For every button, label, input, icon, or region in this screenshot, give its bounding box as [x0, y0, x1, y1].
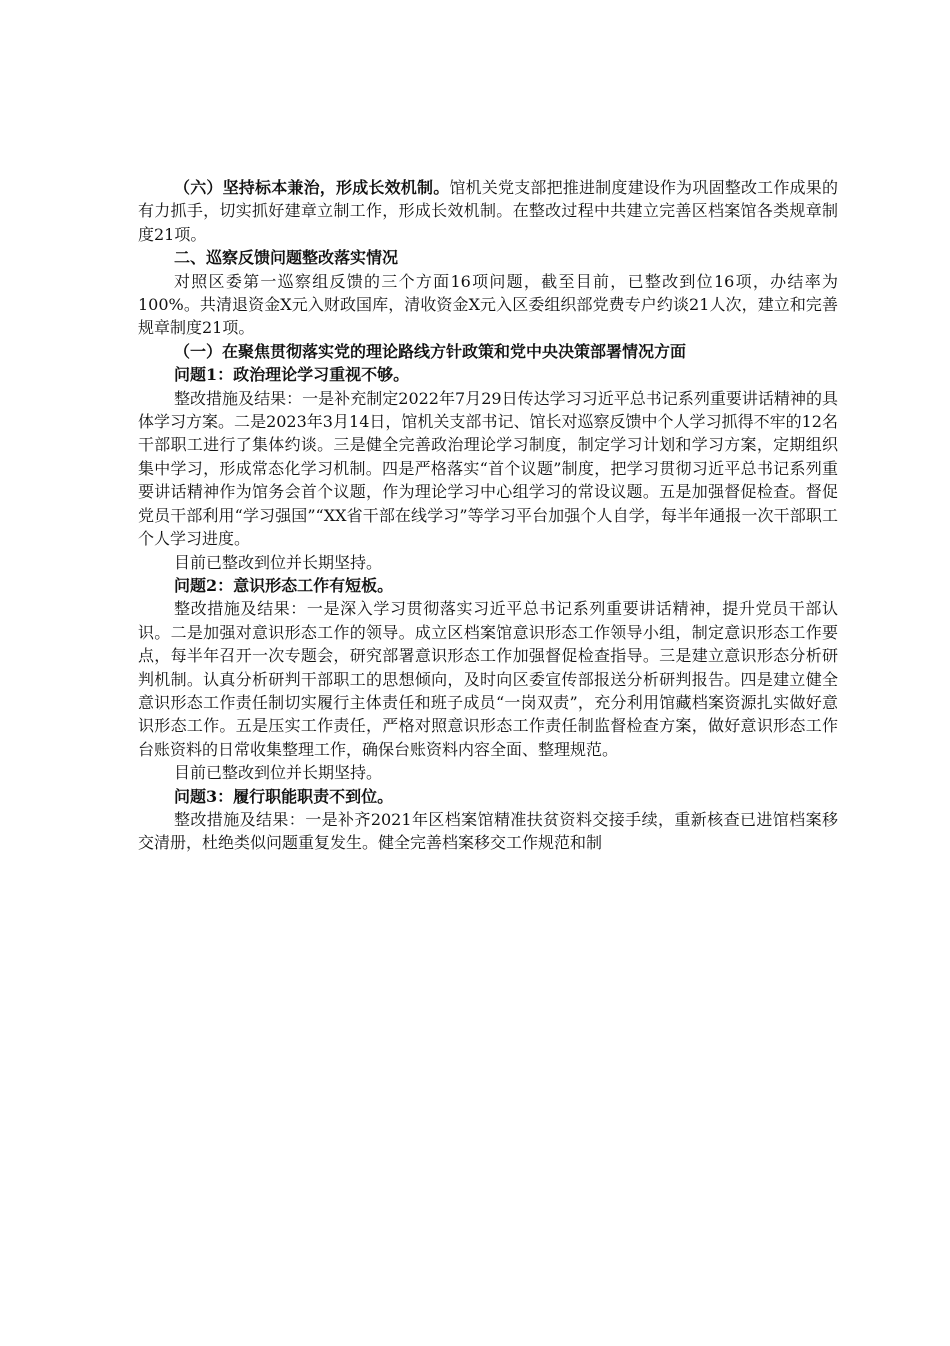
issue-3-measures: 整改措施及结果：一是补齐2021年区档案馆精准扶贫资料交接手续，重新核查已进馆档案移交清册，杜绝类似问题重复发生。健全完善档案移交工作规范和制 — [138, 809, 838, 853]
issue-2-title: 问题2：意识形态工作有短板。 — [174, 575, 394, 595]
issue-2-measures: 整改措施及结果：一是深入学习贯彻落实习近平总书记系列重要讲话精神，提升党员干部认识。二是加强对意识形态工作的领导。成立区档案馆意识形态工作领导小组，制定意识形态工作要点，每半年召开一次专题会，研究部署意识形态工作加强督促检查指导。三是建立意识形态分析研判机制。认真分析研判干部职工的思想倾向，及时向区委宣传部报送分析研判报告。四是建立健全意识形态工作责任制切实履行主体责任和班子成员“一岗双责”，充分利用馆藏档案资源扎实做好意识形态工作。五是压实工作责任，严格对照意识形态工作责任制监督检查方案，做好意识形态工作台账资料的日常收集整理工作，确保台账资料内容全面、整理规范。 — [138, 599, 838, 759]
issue-2-status: 目前已整改到位并长期坚持。 — [174, 763, 383, 783]
paragraph-text: 馆机关党支部把推进制度建设作为巩固整改工作成果的有力抓手，切实抓好建章立制工作，形成长效机制。在整改过程中共建立完善区档案馆各类规章制度21项。 — [138, 178, 838, 244]
paragraph-long-term-mechanism — [138, 176, 838, 246]
issue-1-measures: 整改措施及结果：一是补充制定2022年7月29日传达学习习近平总书记系列重要讲话精神的具体学习方案。二是2023年3月14日，馆机关支部书记、馆长对巡察反馈中个人学习抓得不牢的12名干部职工进行了集体约谈。三是健全完善政治理论学习制度，制定学习计划和学习方案，定期组织集中学习，形成常态化学习机制。四是严格落实“首个议题”制度，把学习贯彻习近平总书记系列重要讲话精神作为馆务会首个议题，作为理论学习中心组学习的常设议题。五是加强督促检查。督促党员干部利用“学习强国”“XX省干部在线学习”等学习平台加强个人自学，每半年通报一次干部职工个人学习进度。 — [138, 388, 838, 549]
issue-3-title: 问题3：履行职能职责不到位。 — [174, 786, 394, 806]
subsection-heading-1: （一）在聚焦贯彻落实党的理论路线方针政策和党中央决策部署情况方面 — [174, 341, 687, 361]
document-page — [138, 176, 838, 855]
paragraph-summary: 对照区委第一巡察组反馈的三个方面16项问题，截至目前，已整改到位16项，办结率为100%。共清退资金X元入财政国库，清收资金X元入区委组织部党费专户约谈21人次，建立和完善规章制度21项。 — [138, 271, 838, 338]
issue-1-status: 目前已整改到位并长期坚持。 — [174, 552, 383, 572]
paragraph-lead: （六）坚持标本兼治，形成长效机制。 — [174, 178, 450, 197]
section-heading-2: 二、巡察反馈问题整改落实情况 — [174, 248, 399, 268]
issue-1-title: 问题1：政治理论学习重视不够。 — [174, 365, 410, 385]
